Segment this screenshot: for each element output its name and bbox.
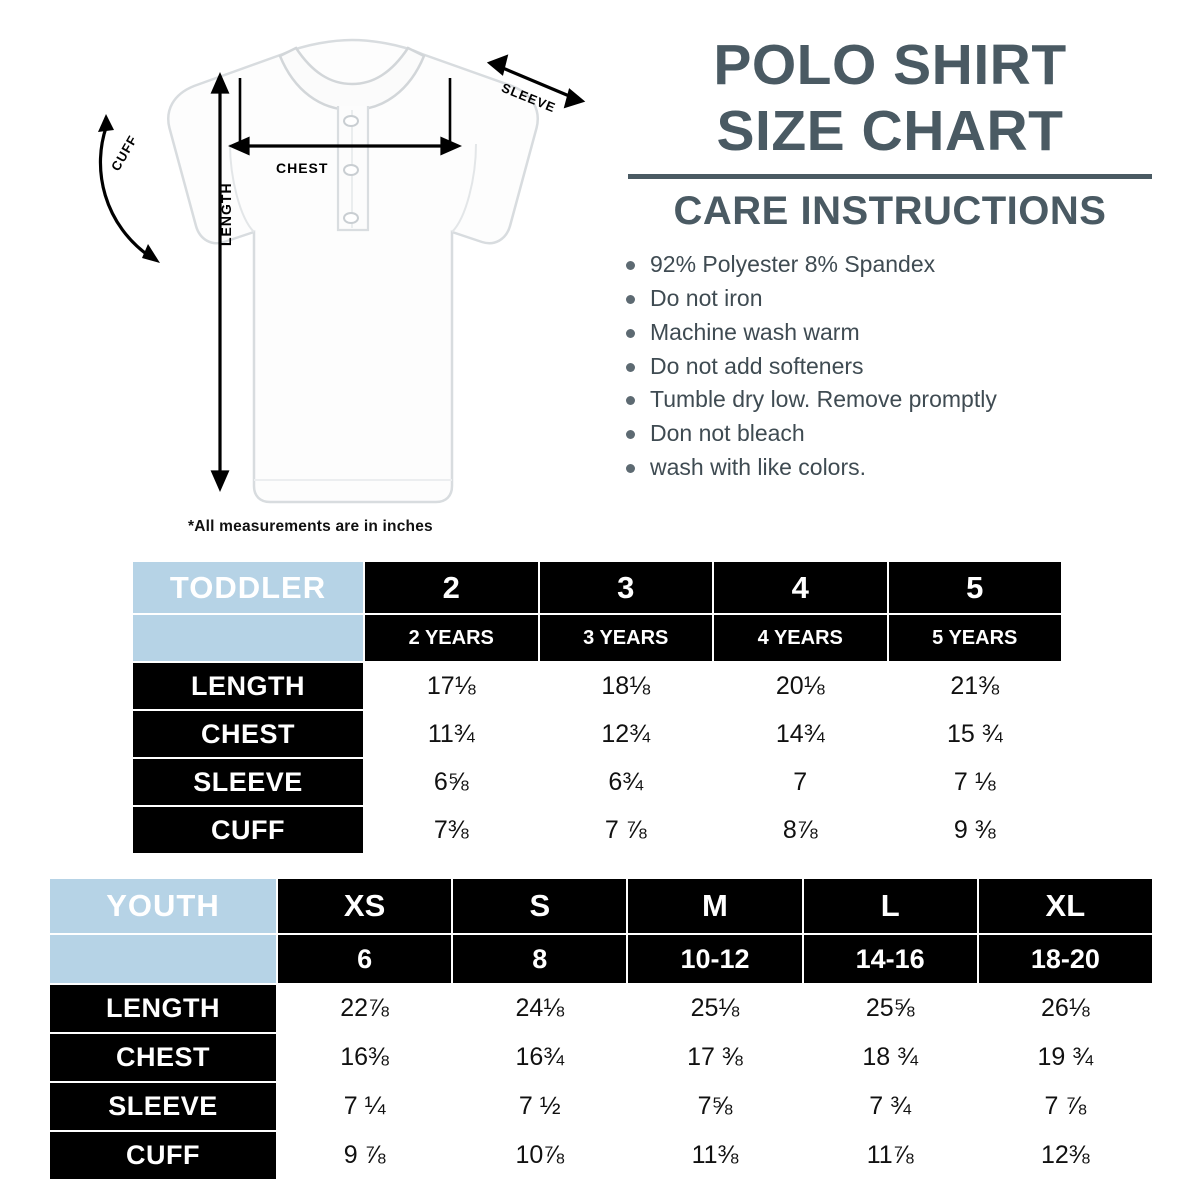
youth-age-cell: 14-16	[803, 934, 978, 984]
top-section	[0, 0, 1200, 555]
toddler-value-cell: 20⅛	[713, 662, 888, 710]
list-item	[620, 282, 1170, 316]
toddler-blank-cell	[132, 614, 364, 662]
list-item	[620, 383, 1170, 417]
youth-size-cell: S	[452, 878, 627, 934]
info-section	[600, 0, 1200, 555]
youth-value-cell: 7⅝	[627, 1082, 802, 1131]
toddler-size-cell: 2	[364, 561, 539, 614]
toddler-size-table	[131, 560, 1063, 855]
label-sleeve: SLEEVE	[499, 80, 559, 116]
toddler-value-cell: 7⅜	[364, 806, 539, 854]
toddler-value-cell: 14¾	[713, 710, 888, 758]
care-item-text: Don not bleach	[650, 420, 805, 447]
list-item	[620, 350, 1170, 384]
youth-row-label: CHEST	[49, 1033, 277, 1082]
youth-blank-cell	[49, 934, 277, 984]
table-row	[49, 878, 1153, 934]
toddler-value-cell: 21⅜	[888, 662, 1063, 710]
care-instructions-heading: CARE INSTRUCTIONS	[673, 189, 1107, 234]
table-row	[49, 1082, 1153, 1131]
toddler-header-label: TODDLER	[132, 561, 364, 614]
list-item	[620, 417, 1170, 451]
toddler-value-cell: 7	[713, 758, 888, 806]
youth-header-label: YOUTH	[49, 878, 277, 934]
youth-age-cell: 10-12	[627, 934, 802, 984]
label-chest: CHEST	[276, 160, 329, 176]
care-item-text: Tumble dry low. Remove promptly	[650, 386, 997, 413]
youth-value-cell: 7 ⅞	[978, 1082, 1153, 1131]
youth-size-table	[48, 877, 1154, 1181]
youth-size-cell: XL	[978, 878, 1153, 934]
youth-value-cell: 7 ¾	[803, 1082, 978, 1131]
toddler-value-cell: 12¾	[539, 710, 714, 758]
care-item-text: Do not iron	[650, 285, 763, 312]
toddler-value-cell: 7 ⅛	[888, 758, 1063, 806]
youth-row-label: LENGTH	[49, 984, 277, 1033]
table-row	[49, 1131, 1153, 1180]
youth-value-cell: 10⅞	[452, 1131, 627, 1180]
toddler-value-cell: 18⅛	[539, 662, 714, 710]
youth-size-cell: L	[803, 878, 978, 934]
youth-size-cell: XS	[277, 878, 452, 934]
toddler-value-cell: 11¾	[364, 710, 539, 758]
toddler-age-cell: 4 YEARS	[713, 614, 888, 662]
toddler-age-cell: 3 YEARS	[539, 614, 714, 662]
youth-value-cell: 22⅞	[277, 984, 452, 1033]
care-item-text: Do not add softeners	[650, 352, 864, 379]
table-row	[132, 710, 1062, 758]
youth-value-cell: 26⅛	[978, 984, 1153, 1033]
toddler-age-cell: 5 YEARS	[888, 614, 1063, 662]
toddler-row-label: LENGTH	[132, 662, 364, 710]
toddler-age-cell: 2 YEARS	[364, 614, 539, 662]
youth-age-cell: 8	[452, 934, 627, 984]
toddler-size-cell: 3	[539, 561, 714, 614]
table-row	[49, 1033, 1153, 1082]
youth-row-label: CUFF	[49, 1131, 277, 1180]
youth-value-cell: 24⅛	[452, 984, 627, 1033]
measurement-footnote: *All measurements are in inches	[188, 518, 433, 535]
table-row	[132, 806, 1062, 854]
youth-age-cell: 6	[277, 934, 452, 984]
label-length: LENGTH	[218, 182, 234, 246]
toddler-row-label: CHEST	[132, 710, 364, 758]
page-title-line2: SIZE CHART	[716, 99, 1064, 164]
youth-value-cell: 25⅝	[803, 984, 978, 1033]
toddler-value-cell: 8⅞	[713, 806, 888, 854]
youth-value-cell: 17 ⅜	[627, 1033, 802, 1082]
youth-size-cell: M	[627, 878, 802, 934]
toddler-row-label: SLEEVE	[132, 758, 364, 806]
table-row	[49, 984, 1153, 1033]
youth-age-cell: 18-20	[978, 934, 1153, 984]
toddler-value-cell: 9 ⅜	[888, 806, 1063, 854]
youth-value-cell: 11⅜	[627, 1131, 802, 1180]
youth-value-cell: 16⅜	[277, 1033, 452, 1082]
shirt-illustration	[0, 0, 600, 555]
table-row	[132, 561, 1062, 614]
table-row	[132, 662, 1062, 710]
care-item-text: 92% Polyester 8% Spandex	[650, 251, 936, 278]
youth-value-cell: 25⅛	[627, 984, 802, 1033]
youth-value-cell: 12⅜	[978, 1131, 1153, 1180]
toddler-value-cell: 7 ⅞	[539, 806, 714, 854]
youth-row-label: SLEEVE	[49, 1082, 277, 1131]
table-row	[132, 758, 1062, 806]
table-row	[132, 614, 1062, 662]
toddler-value-cell: 6⅝	[364, 758, 539, 806]
youth-value-cell: 19 ¾	[978, 1033, 1153, 1082]
list-item	[620, 316, 1170, 350]
toddler-value-cell: 15 ¾	[888, 710, 1063, 758]
toddler-row-label: CUFF	[132, 806, 364, 854]
toddler-size-cell: 4	[713, 561, 888, 614]
youth-value-cell: 11⅞	[803, 1131, 978, 1180]
toddler-value-cell: 6¾	[539, 758, 714, 806]
title-divider	[628, 174, 1152, 179]
list-item	[620, 248, 1170, 282]
toddler-value-cell: 17⅛	[364, 662, 539, 710]
care-item-text: wash with like colors.	[650, 454, 867, 481]
page-title-line1: POLO SHIRT	[713, 33, 1067, 97]
youth-value-cell: 7 ½	[452, 1082, 627, 1131]
list-item	[620, 451, 1170, 485]
youth-value-cell: 18 ¾	[803, 1033, 978, 1082]
table-row	[49, 934, 1153, 984]
youth-value-cell: 16¾	[452, 1033, 627, 1082]
youth-value-cell: 9 ⅞	[277, 1131, 452, 1180]
youth-value-cell: 7 ¼	[277, 1082, 452, 1131]
toddler-size-cell: 5	[888, 561, 1063, 614]
care-item-text: Machine wash warm	[650, 318, 860, 345]
care-instructions-list	[610, 248, 1170, 485]
label-cuff: CUFF	[108, 132, 141, 174]
